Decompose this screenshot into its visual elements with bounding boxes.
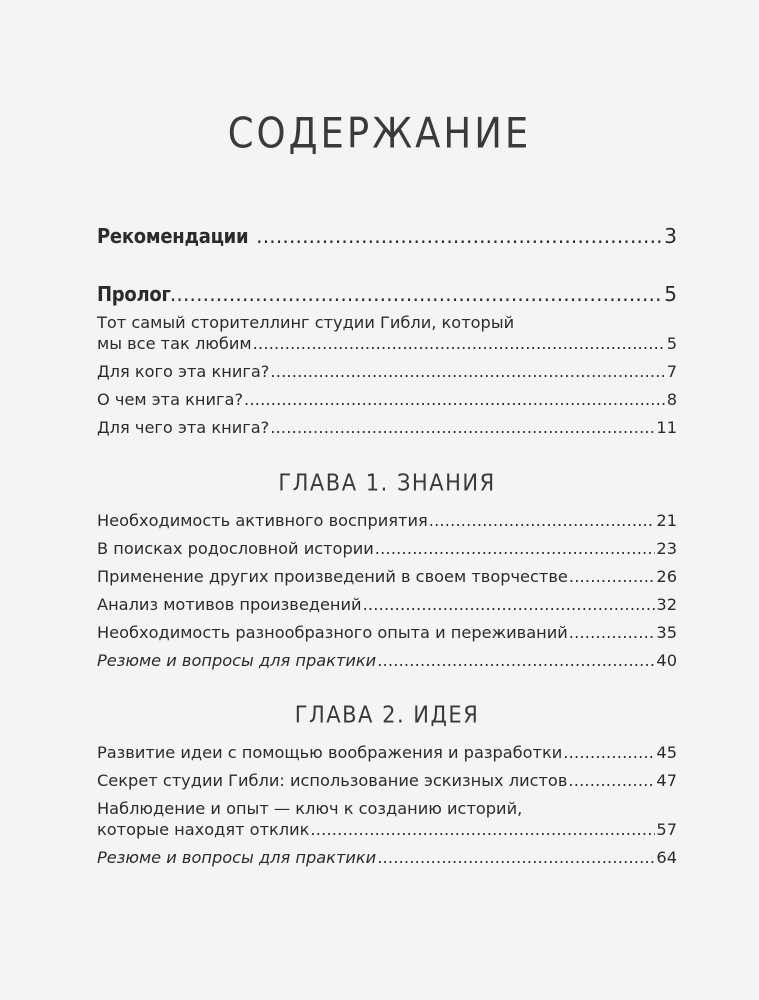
- page-number: 23: [656, 539, 677, 558]
- entry-label: Для кого эта книга?: [97, 362, 270, 381]
- entry-label: которые находят отклик: [97, 820, 310, 839]
- toc-entry[interactable]: [97, 539, 677, 559]
- dot-leader: [569, 623, 656, 643]
- toc-entry[interactable]: [97, 623, 677, 643]
- toc-entry[interactable]: [97, 743, 677, 763]
- page-number: 8: [666, 390, 677, 409]
- entry-label: Пролог: [97, 282, 171, 306]
- page-number: 21: [656, 511, 677, 530]
- page-number: 47: [656, 771, 677, 790]
- chapter-heading: ГЛАВА 2. ИДЕЯ: [294, 701, 480, 729]
- toc-entry-prologue[interactable]: [97, 284, 677, 304]
- page-number: 32: [656, 595, 677, 614]
- dot-leader: [310, 820, 655, 840]
- dot-leader: [253, 334, 666, 354]
- dot-leader: [377, 848, 655, 868]
- entry-label: Анализ мотивов произведений: [97, 595, 362, 614]
- page-number: 26: [656, 567, 677, 586]
- toc-entry[interactable]: [97, 390, 677, 410]
- toc-entry-recommendations[interactable]: [97, 226, 677, 246]
- dot-leader: [569, 567, 656, 587]
- entry-label: Применение других произведений в своем творчестве: [97, 567, 568, 586]
- page-title: СОДЕРЖАНИЕ: [227, 109, 532, 158]
- toc-entry[interactable]: [97, 334, 677, 354]
- page-number: 7: [666, 362, 677, 381]
- toc-entry-summary[interactable]: [97, 848, 677, 868]
- entry-label: О чем эта книга?: [97, 390, 244, 409]
- entry-label-line1: Наблюдение и опыт — ключ к созданию историй,: [97, 799, 523, 818]
- page-number: 45: [656, 743, 677, 762]
- entry-label: Развитие идеи с помощью воображения и разработки: [97, 743, 563, 762]
- dot-leader: [363, 595, 656, 615]
- dot-leader: [270, 418, 655, 438]
- entry-label: Резюме и вопросы для практики: [97, 848, 377, 867]
- page-number: 57: [656, 820, 677, 839]
- toc-entry[interactable]: [97, 418, 677, 438]
- toc-entry[interactable]: [97, 567, 677, 587]
- toc-entry-summary[interactable]: [97, 651, 677, 671]
- dot-leader: [270, 362, 665, 382]
- dot-leader: [375, 539, 656, 559]
- toc-entry[interactable]: [97, 511, 677, 531]
- page-number: 40: [656, 651, 677, 670]
- entry-label: Необходимость активного восприятия: [97, 511, 428, 530]
- page-number: 3: [664, 224, 677, 248]
- page-number: 64: [656, 848, 677, 867]
- dot-leader: [256, 226, 663, 246]
- entry-label: Рекомендации: [97, 224, 249, 248]
- page-number: 5: [666, 334, 677, 353]
- toc-entry[interactable]: [97, 771, 677, 791]
- page-number: 11: [656, 418, 677, 437]
- entry-label-line1: Тот самый сторителлинг студии Гибли, который: [97, 313, 515, 332]
- entry-label: Резюме и вопросы для практики: [97, 651, 377, 670]
- entry-label: Для чего эта книга?: [97, 418, 270, 437]
- toc-entry[interactable]: [97, 595, 677, 615]
- dot-leader: [244, 390, 666, 410]
- entry-label: Необходимость разнообразного опыта и переживаний: [97, 623, 568, 642]
- toc-entry[interactable]: [97, 820, 677, 840]
- chapter-heading: ГЛАВА 1. ЗНАНИЯ: [278, 469, 496, 497]
- dot-leader: [377, 651, 655, 671]
- entry-label: Секрет студии Гибли: использование эскизных листов: [97, 771, 568, 790]
- toc-entry[interactable]: [97, 362, 677, 382]
- page-number: 5: [664, 282, 677, 306]
- entry-label: мы все так любим: [97, 334, 252, 353]
- dot-leader: [568, 771, 655, 791]
- dot-leader: [563, 743, 655, 763]
- dot-leader: [429, 511, 656, 531]
- page-number: 35: [656, 623, 677, 642]
- dot-leader: [170, 284, 663, 304]
- entry-label: В поисках родословной истории: [97, 539, 374, 558]
